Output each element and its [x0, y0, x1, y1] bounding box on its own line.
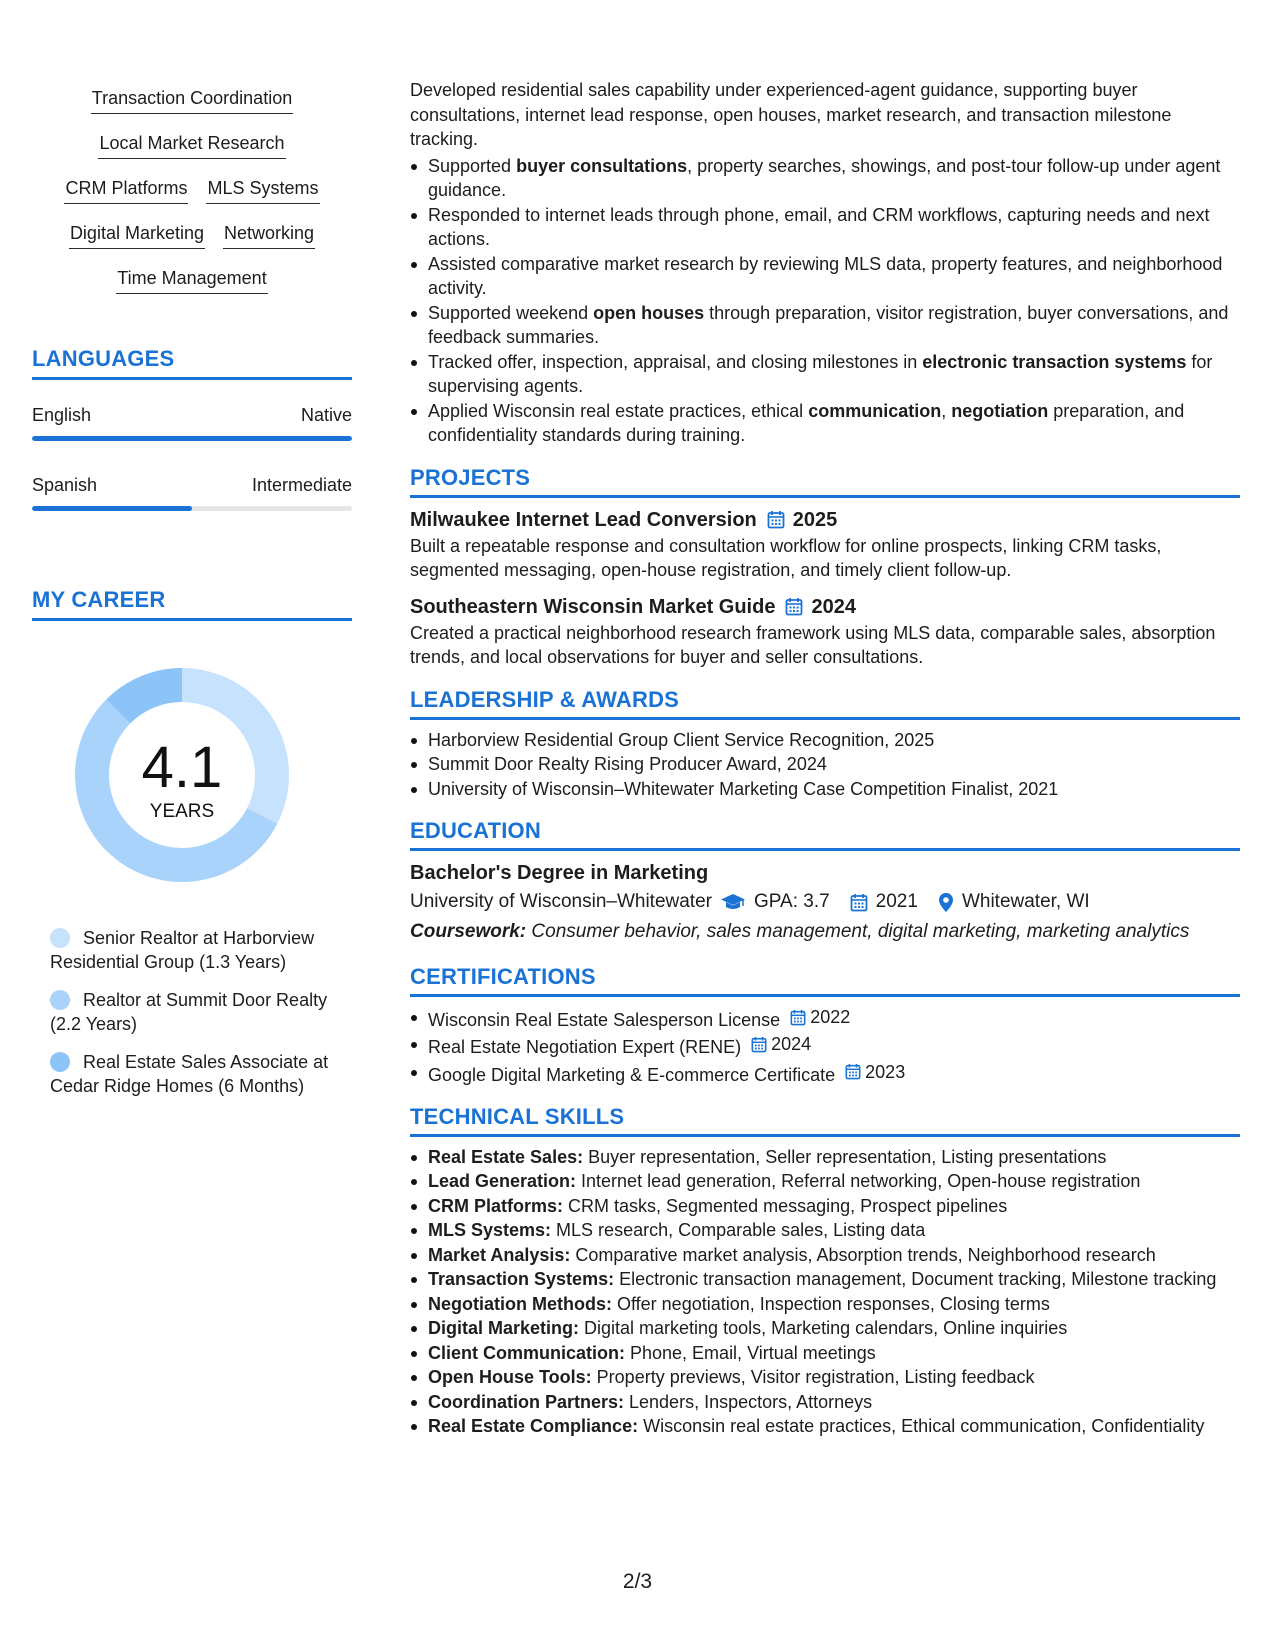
skill-tag-row: [32, 266, 352, 311]
project-name: Southeastern Wisconsin Market Guide: [410, 595, 776, 618]
list-item: Supported weekend open houses through preparation, visitor registration, buyer conversations, and feedback summaries.: [410, 301, 1240, 350]
list-item: Tracked offer, inspection, appraisal, and closing milestones in electronic transaction systems for supervising agents.: [410, 350, 1240, 399]
list-item: Real Estate Compliance: Wisconsin real estate practices, Ethical communication, Confidentiality: [410, 1414, 1240, 1439]
list-item: MLS Systems: MLS research, Comparable sales, Listing data: [410, 1218, 1240, 1243]
cert-year: 2022: [810, 1007, 851, 1027]
projects-title: PROJECTS: [410, 464, 531, 490]
main-content: [410, 78, 1240, 1439]
calendar-icon: [751, 1036, 767, 1053]
language-bar: [32, 506, 352, 511]
project-heading: [410, 593, 1240, 621]
section-rule: [410, 848, 1240, 851]
list-item: University of Wisconsin–Whitewater Marketing Case Competition Finalist, 2021: [410, 777, 1240, 802]
page-number: 2/3: [622, 1570, 653, 1593]
skill-tag: CRM Platforms: [64, 176, 188, 204]
languages-title: LANGUAGES: [32, 346, 175, 371]
cert-name: Google Digital Marketing & E-commerce Certificate: [428, 1064, 836, 1085]
skill-tag: Local Market Research: [98, 131, 285, 159]
calendar-icon: [790, 1009, 806, 1026]
skill-tag-row: [32, 131, 352, 176]
list-item: Transaction Systems: Electronic transaction management, Document tracking, Milestone tracking: [410, 1267, 1240, 1292]
calendar-icon: [785, 597, 803, 616]
skill-tag-row: [32, 86, 352, 131]
skill-tag-row: [32, 221, 352, 266]
legend-dot: [50, 1052, 70, 1072]
section-rule: [410, 495, 1240, 498]
list-item: [410, 1005, 1240, 1032]
certifications-list: [410, 1005, 1240, 1087]
project-year: 2024: [811, 595, 856, 618]
education-gpa: GPA: 3.7: [753, 891, 830, 912]
skill-tag: Networking: [223, 221, 315, 249]
education-school: University of Wisconsin–Whitewater: [410, 891, 712, 912]
skill-tags: [32, 86, 352, 311]
career-rule: [32, 618, 352, 621]
career-total-years: 4.1: [141, 735, 223, 800]
project-name: Milwaukee Internet Lead Conversion: [410, 508, 757, 531]
language-level: Intermediate: [251, 475, 352, 495]
list-item: Supported buyer consultations, property searches, showings, and post-tour follow-up under agent guidance.: [410, 154, 1240, 203]
education-coursework: Coursework: Consumer behavior, sales management, digital marketing, marketing analytics: [410, 921, 1190, 942]
technical-skills-list: [410, 1145, 1240, 1439]
language-level: Native: [300, 405, 352, 425]
career-role-label: Real Estate Sales Associate at Cedar Ridge Homes (6 Months): [50, 1052, 329, 1096]
career-role-label: Senior Realtor at Harborview Residential Group (1.3 Years): [50, 928, 315, 972]
section-rule: [410, 1134, 1240, 1137]
education-degree: Bachelor's Degree in Marketing: [410, 862, 709, 884]
certifications-title: CERTIFICATIONS: [410, 964, 596, 989]
career-title: MY CAREER: [32, 587, 166, 612]
career-legend-item: [50, 926, 330, 974]
list-item: Real Estate Sales: Buyer representation, Seller representation, Listing presentations: [410, 1145, 1240, 1170]
list-item: CRM Platforms: CRM tasks, Segmented messaging, Prospect pipelines: [410, 1194, 1240, 1219]
technical-skills-title: TECHNICAL SKILLS: [410, 1103, 625, 1129]
list-item: Lead Generation: Internet lead generation, Referral networking, Open-house registration: [410, 1169, 1240, 1194]
education-title: EDUCATION: [410, 818, 541, 843]
experience-intro: Developed residential sales capability under experienced-agent guidance, supporting buyer consultations, internet lead response, open houses, market research, and transaction milestone tracking.: [410, 80, 1172, 149]
education-details: [410, 887, 1240, 917]
language-item: [32, 403, 352, 441]
skill-tag: Digital Marketing: [69, 221, 205, 249]
language-item: [32, 473, 352, 511]
legend-dot: [50, 990, 70, 1010]
cert-name: Wisconsin Real Estate Salesperson License: [428, 1009, 781, 1030]
experience-bullets: [410, 154, 1240, 448]
calendar-icon: [845, 1063, 861, 1080]
language-bar-fill: [32, 436, 352, 441]
language-bar-fill: [32, 506, 192, 511]
legend-dot: [50, 928, 70, 948]
career-years-unit: YEARS: [149, 801, 215, 822]
languages-rule: [32, 377, 352, 380]
list-item: Harborview Residential Group Client Service Recognition, 2025: [410, 728, 1240, 753]
language-bar: [32, 436, 352, 441]
education-year: 2021: [875, 891, 918, 912]
career-donut-chart: [67, 660, 297, 890]
career-legend-item: [50, 1050, 330, 1098]
skill-tag: Time Management: [116, 266, 267, 294]
leadership-list: [410, 728, 1240, 802]
project-year: 2025: [792, 508, 838, 531]
list-item: Applied Wisconsin real estate practices, ethical communication, negotiation preparation, and confidentiality standards during training.: [410, 399, 1240, 448]
language-name: Spanish: [32, 475, 98, 495]
cert-name: Real Estate Negotiation Expert (RENE): [428, 1037, 742, 1057]
cert-year: 2024: [771, 1034, 812, 1055]
list-item: Digital Marketing: Digital marketing tools, Marketing calendars, Online inquiries: [410, 1316, 1240, 1341]
language-name: English: [32, 405, 92, 425]
list-item: Assisted comparative market research by reviewing MLS data, property features, and neighborhood activity.: [410, 252, 1240, 301]
project-description: Built a repeatable response and consultation workflow for online prospects, linking CRM tasks, segmented messaging, open-house registration, and timely client follow-up.: [410, 535, 1162, 580]
skill-tag: MLS Systems: [206, 176, 319, 204]
location-pin-icon: [938, 892, 954, 913]
project-description: Created a practical neighborhood research framework using MLS data, comparable sales, absorption trends, and local observations for buyer and seller consultations.: [410, 622, 1216, 667]
calendar-icon: [850, 893, 868, 912]
career-legend-item: [50, 988, 330, 1036]
calendar-icon: [767, 510, 785, 529]
cert-year: 2023: [865, 1061, 906, 1082]
list-item: Client Communication: Phone, Email, Virtual meetings: [410, 1341, 1240, 1366]
list-item: [410, 1032, 1240, 1059]
skill-tag: Transaction Coordination: [91, 86, 293, 114]
education-location: Whitewater, WI: [961, 891, 1090, 912]
leadership-title: LEADERSHIP & AWARDS: [410, 686, 680, 712]
section-rule: [410, 717, 1240, 720]
list-item: Responded to internet leads through phone, email, and CRM workflows, capturing needs and next actions.: [410, 203, 1240, 252]
list-item: Market Analysis: Comparative market analysis, Absorption trends, Neighborhood research: [410, 1243, 1240, 1268]
career-role-label: Realtor at Summit Door Realty (2.2 Years): [50, 990, 328, 1034]
list-item: Coordination Partners: Lenders, Inspectors, Attorneys: [410, 1390, 1240, 1415]
list-item: Open House Tools: Property previews, Visitor registration, Listing feedback: [410, 1365, 1240, 1390]
graduation-cap-icon: [720, 893, 746, 911]
list-item: Summit Door Realty Rising Producer Award, 2024: [410, 752, 1240, 777]
list-item: [410, 1060, 1240, 1087]
section-rule: [410, 994, 1240, 997]
project-heading: [410, 506, 1240, 534]
skill-tag-row: [32, 176, 352, 221]
list-item: Negotiation Methods: Offer negotiation, Inspection responses, Closing terms: [410, 1292, 1240, 1317]
